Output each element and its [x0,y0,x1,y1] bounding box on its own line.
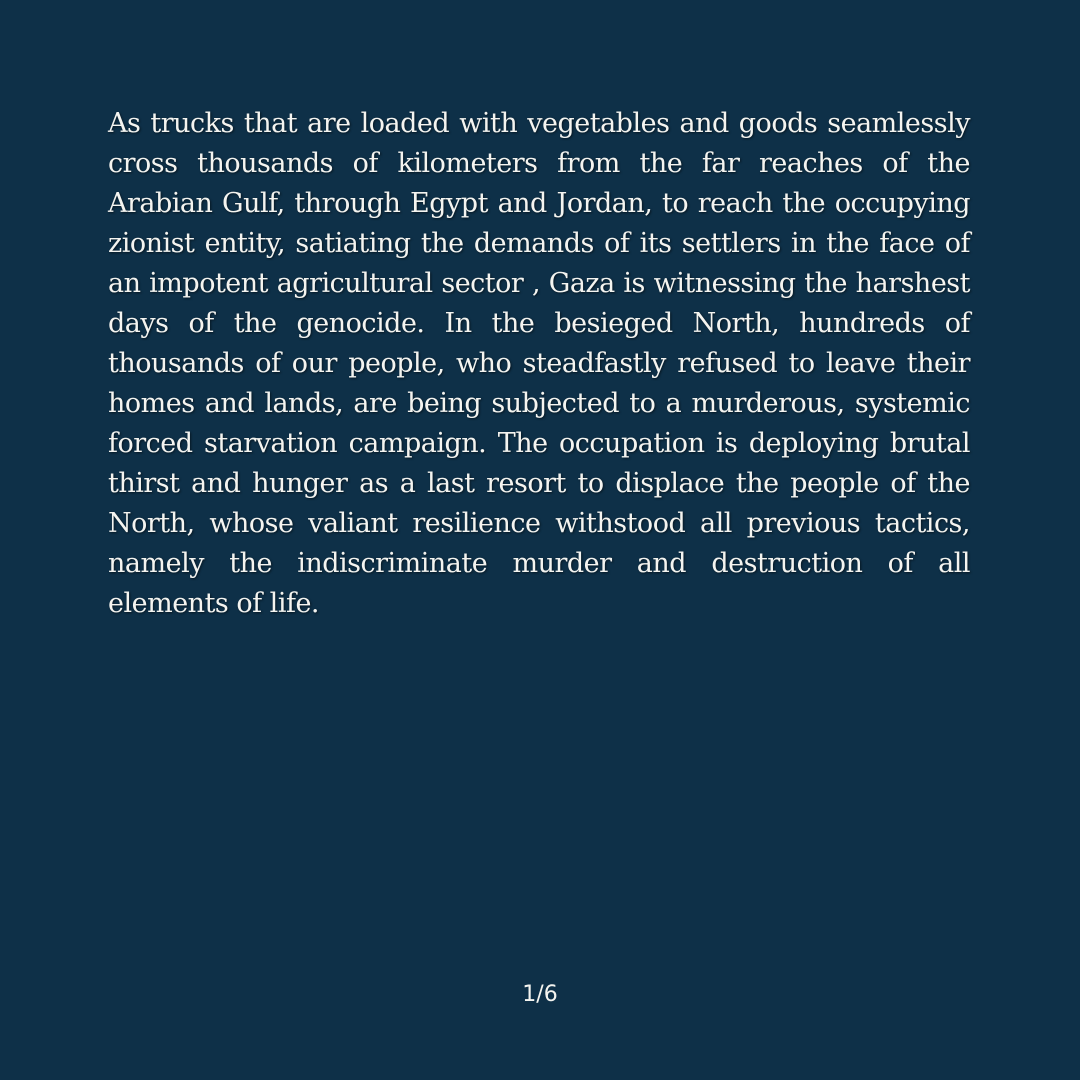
body-paragraph: As trucks that are loaded with vegetables and goods seamlessly cross thousands of kilometers from the far reaches of the Arabian Gulf, through Egypt and Jordan, to reach the occupying zionist entity, satiating the demands of its settlers in the face of an impotent agricultural sector , Gaza is witnessing the harshest days of the genocide. In the besieged North, hundreds of thousands of our people, who steadfastly refused to leave their homes and lands, are being subjected to a murderous, systemic forced starvation campaign. The occupation is deploying brutal thirst and hunger as a last resort to displace the people of the North, whose valiant resilience withstood all previous tactics, namely the indiscriminate murder and destruction of all elements of life. [108,108,970,619]
page-indicator: 1/6 [522,982,558,1007]
